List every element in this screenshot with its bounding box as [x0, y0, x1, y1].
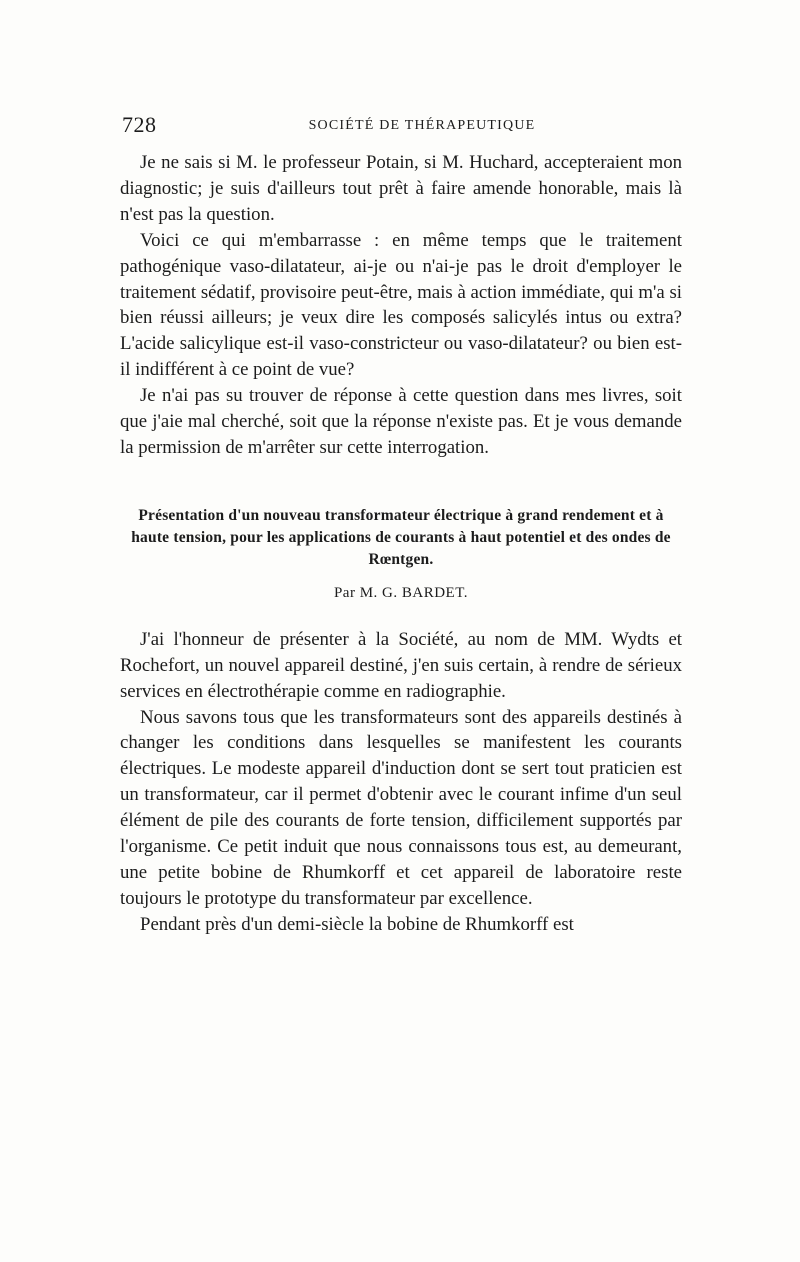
article-author: Par M. G. BARDET. — [333, 584, 469, 601]
paragraph: Pendant près d'un demi-siècle la bobine de Rhumkorff est — [140, 913, 574, 935]
page-number: 728 — [122, 112, 157, 137]
paragraph: Voici ce qui m'embarrasse : en même temps que le traitement pathogénique vaso-dilatateur, ai-je ou n'ai-je pas le droit d'employer le traitement sédatif, provisoire peut-être, mais à action immédiate, qui m'a si bien réussi ailleurs; je veux dire les composés salicylés intus ou extra? L'acide salicylique est-il vaso-constricteur ou vaso-dilatateur? ou bien est-il indifférent à ce point de vue? — [120, 229, 682, 381]
running-head: SOCIÉTÉ DE THÉRAPEUTIQUE — [308, 118, 536, 133]
paragraph: Je n'ai pas su trouver de réponse à cette question dans mes livres, soit que j'aie mal cherché, soit que la réponse n'existe pas. Et je vous demande la permission de m'arrêter sur cette interrogation. — [120, 385, 682, 458]
page-header — [122, 112, 682, 142]
paragraph: J'ai l'honneur de présenter à la Société, au nom de MM. Wydts et Rochefort, un nouvel appareil destiné, j'en suis certain, à rendre de sérieux services en électrothérapie comme en radiographie. — [120, 628, 682, 702]
paragraph: Je ne sais si M. le professeur Potain, si M. Huchard, accepteraient mon diagnostic; je suis d'ailleurs tout prêt à faire amende honorable, mais là n'est pas la question. — [120, 152, 682, 225]
paragraph: Nous savons tous que les transformateurs sont des appareils destinés à changer les conditions dans lesquelles se manifestent les courants électriques. Le modeste appareil d'induction dont se sert tout praticien est un transformateur, car il permet d'obtenir avec le courant infime d'un seul élément de pile des courants de forte tension, difficilement supportés par l'organisme. Ce petit induit que nous connaissons tous est, au demeurant, une petite bobine de Rhumkorff et cet appareil de laboratoire reste toujours le prototype du transformateur par excellence. — [120, 706, 682, 909]
article-title: Présentation d'un nouveau transformateur électrique à grand rendement et à haute tension, pour les applications de courants à haut potentiel et des ondes de Rœntgen. — [131, 506, 671, 568]
page-body — [120, 150, 682, 938]
